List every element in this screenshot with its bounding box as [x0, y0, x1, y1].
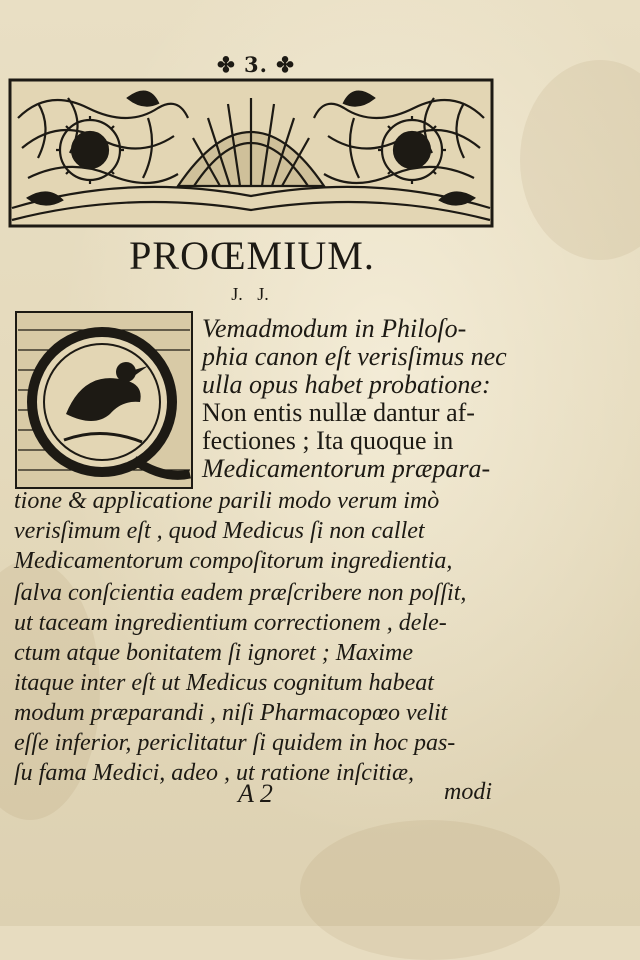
- text-line: fectiones ; Ita quoque in: [202, 426, 454, 455]
- text-line: ſu fama Medici, adeo , ut ratione inſcitiæ,: [14, 760, 414, 786]
- text-line: Vemadmodum in Philoſo-: [202, 314, 467, 343]
- text-line: modum præparandi , niſi Pharmacopœo velit: [14, 700, 448, 726]
- text-line: itaque inter eſt ut Medicus cognitum habeat: [14, 670, 434, 696]
- signature-mark: A 2: [238, 779, 273, 808]
- text-line: Medicamentorum compoſitorum ingredientia,: [14, 548, 453, 574]
- headpiece-ornament: [8, 78, 494, 228]
- author-initials: J. J.: [231, 284, 269, 304]
- paper-stain: [520, 60, 640, 260]
- page-number: ✤ 3. ✤: [217, 52, 295, 77]
- text-line: verisſimum eſt , quod Medicus ſi non callet: [14, 518, 425, 544]
- text-line: tione & applicatione parili modo verum imò: [14, 488, 440, 514]
- text-line: ulla opus habet probatione:: [202, 370, 491, 399]
- text-line: ut taceam ingredientium correctionem , dele-: [14, 610, 447, 636]
- text-line: ctum atque bonitatem ſi ignoret ; Maxime: [14, 640, 414, 666]
- text-line: Non entis nullæ dantur af-: [202, 398, 475, 427]
- text-line: Medicamentorum præpara-: [202, 454, 491, 483]
- paper-stain: [300, 820, 560, 960]
- text-line: phia canon eſt verisſimus nec: [202, 342, 507, 371]
- text-line: eſſe inferior, periclitatur ſi quidem in hoc pas-: [14, 730, 456, 756]
- text-line: ſalva conſcientia eadem præſcribere non poſſit,: [14, 580, 467, 606]
- page-title: PROŒMIUM.: [129, 233, 375, 278]
- catchword: modi: [444, 779, 492, 805]
- decorated-initial-q: [14, 310, 194, 490]
